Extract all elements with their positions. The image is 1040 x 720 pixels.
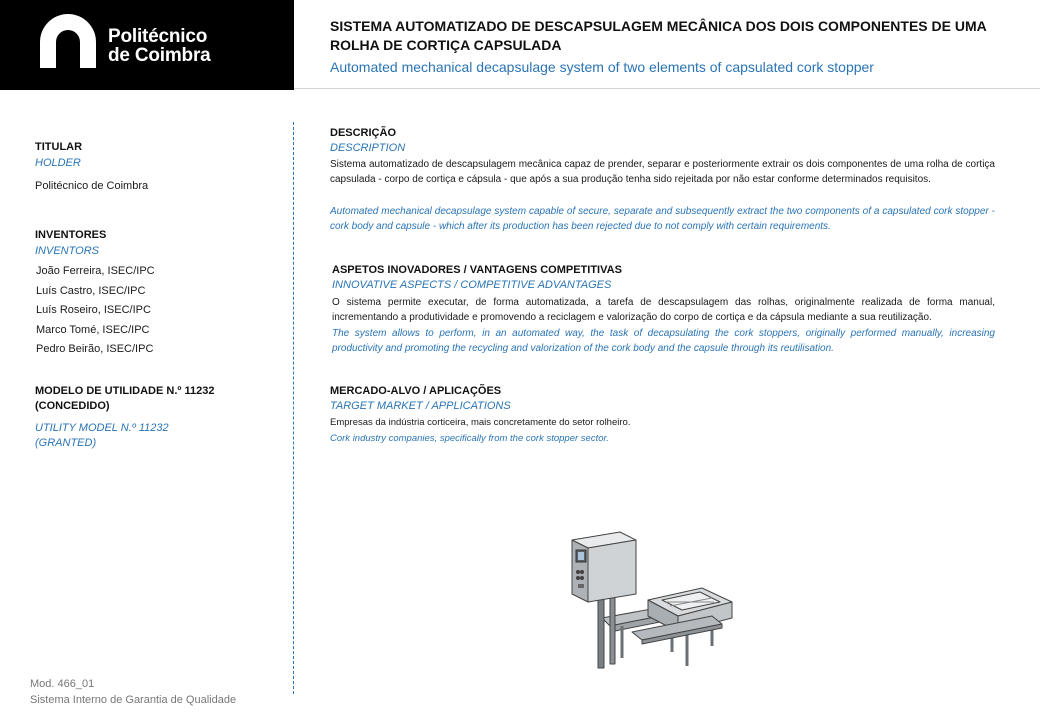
- decapsulage-machine-illustration: [562, 528, 752, 670]
- holder-label: TITULAR: [35, 141, 83, 153]
- inventor-item: Pedro Beirão, ISEC/IPC: [36, 343, 154, 355]
- inventor-item: João Ferreira, ISEC/IPC: [36, 265, 155, 277]
- footer-form-code: Mod. 466_01: [30, 678, 95, 690]
- description-heading-english: DESCRIPTION: [330, 142, 406, 154]
- market-text: Empresas da indústria corticeira, mais concretamente do setor rolheiro.: [330, 417, 631, 428]
- utility-model-label-line-1: MODELO DE UTILIDADE N.º 11232: [35, 385, 215, 397]
- innovative-heading-english: INNOVATIVE ASPECTS / COMPETITIVE ADVANTAGES: [332, 279, 612, 291]
- utility-model-label-english: [35, 421, 169, 451]
- holder-label-english: HOLDER: [35, 157, 81, 169]
- description-text-english: Automated mechanical decapsulage system capable of secure, separate and subsequently extract the two components of a capsulated cork stopper - cork body and capsule - which after its production has been rejected due to not comply with certain requirements.: [330, 206, 995, 232]
- innovative-text: O sistema permite executar, de forma automatizada, a tarefa de descapsulagem das rolhas, originalmente realizada de forma manual, incrementando a produtividade e promovendo a reciclagem e valorização do corpo de cortiça e da cápsula mediante a sua reutilização.: [332, 297, 995, 323]
- description-text: Sistema automatizado de descapsulagem mecânica capaz de prender, separar e posteriormente extrair os dois componentes de uma rolha de cortiça capsulada - corpo de cortiça e cápsula - que após a sua produção tenha sido rejeitada por não estar conforme determinados requisitos.: [330, 159, 995, 185]
- header-logo-block: [0, 0, 294, 90]
- utility-model-label-line-2: (CONCEDIDO): [35, 400, 110, 412]
- logo-line-1: Politécnico: [108, 26, 208, 47]
- logo-wordmark: [108, 27, 211, 65]
- market-heading-english: TARGET MARKET / APPLICATIONS: [330, 400, 511, 412]
- inventor-item: Luís Roseiro, ISEC/IPC: [36, 304, 151, 316]
- page-title-english: Automated mechanical decapsulage system of two elements of capsulated cork stopper: [330, 59, 874, 75]
- header-divider: [294, 88, 1040, 89]
- column-divider: [293, 122, 294, 694]
- market-heading: MERCADO-ALVO / APLICAÇÕES: [330, 385, 502, 397]
- utility-model-label-english-line-1: UTILITY MODEL N.º 11232: [35, 422, 169, 434]
- utility-model-label: [35, 384, 214, 414]
- logo-line-2: de Coimbra: [108, 45, 211, 66]
- inventor-item: Luís Castro, ISEC/IPC: [36, 284, 146, 297]
- page-title: SISTEMA AUTOMATIZADO DE DESCAPSULAGEM MECÂNICA DOS DOIS COMPONENTES DE UMA ROLHA DE CORTIÇA CAPSULADA: [330, 18, 987, 53]
- innovative-text-english: The system allows to perform, in an automated way, the task of decapsulating the cork stoppers, originally performed manually, increasing productivity and promoting the recycling and valorization of the cork body and the capsule through its reutilisation.: [332, 328, 995, 354]
- footer-quality-system: Sistema Interno de Garantia de Qualidade: [30, 694, 237, 706]
- utility-model-label-english-line-2: (GRANTED): [35, 437, 97, 449]
- market-text-english: Cork industry companies, specifically from the cork stopper sector.: [330, 433, 609, 444]
- inventors-label: INVENTORES: [35, 229, 107, 241]
- inventors-list: [36, 264, 155, 362]
- description-heading: DESCRIÇÃO: [330, 127, 397, 139]
- inventors-label-english: INVENTORS: [35, 245, 99, 257]
- holder-value: Politécnico de Coimbra: [35, 180, 149, 192]
- inventor-item: Marco Tomé, ISEC/IPC: [36, 323, 150, 336]
- innovative-heading: ASPETOS INOVADORES / VANTAGENS COMPETITIVAS: [332, 264, 622, 276]
- politecnico-coimbra-logo-icon: [40, 14, 96, 68]
